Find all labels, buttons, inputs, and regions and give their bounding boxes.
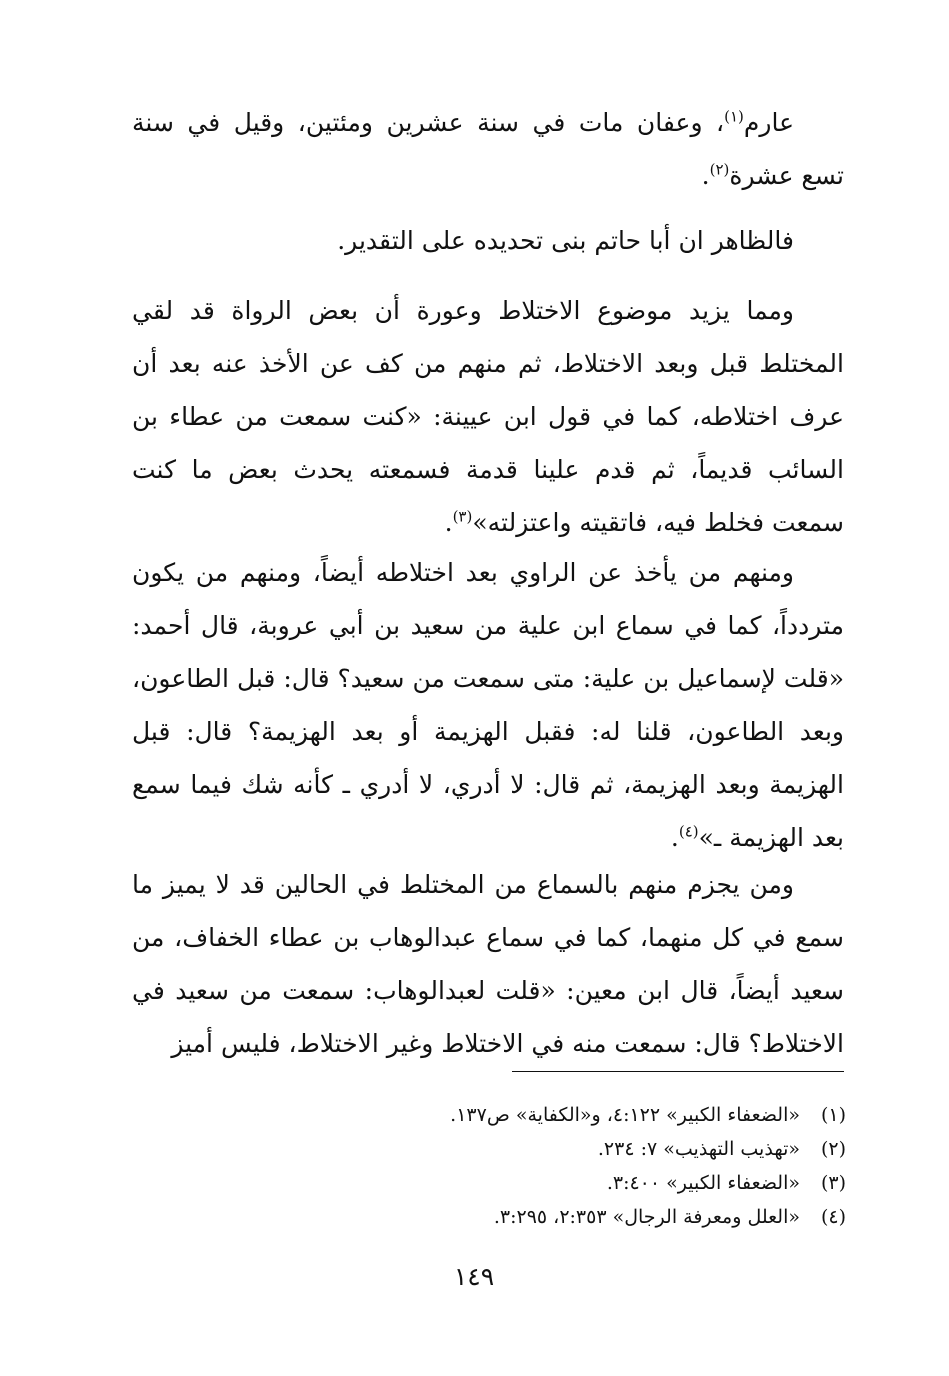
paragraph-text: عارم <box>743 108 794 137</box>
paragraph-text: ومما يزيد موضوع الاختلاط وعورة أن بعض الرواة قد لقي المختلط قبل وبعد الاختلاط، ثم منهم من كف عن الأخذ عنه بعد أن عرف اختلاطه، كما في قول ابن عيينة: «كنت سمعت من عطاء بن السائب قديماً، ثم قدم علينا قدمة فسمعته يحدث بعض ما كنت سمعت فخلط فيه، فاتقيته واعتزلته» <box>132 296 844 537</box>
footnote-item <box>380 1098 846 1132</box>
footnote-item <box>380 1132 846 1166</box>
paragraph-text: ومنهم من يأخذ عن الراوي بعد اختلاطه أيضاً، ومنهم من يكون متردداً، كما في سماع ابن علية من سعيد بن أبي عروبة، قال أحمد: «قلت لإسماعيل بن علية: متى سمعت من سعيد؟ قال: قبل الطاعون، وبعد الطاعون، قلنا له: فقبل الهزيمة أو بعد الهزيمة؟ قال: قبل الهزيمة وبعد الهزيمة، ثم قال: لا أدري، لا أدري ـ كأنه شك فيما سمع بعد الهزيمة ـ» <box>132 558 844 852</box>
paragraph-3 <box>132 284 844 549</box>
paragraph-end: . <box>444 508 453 537</box>
footnotes-section <box>380 1098 846 1234</box>
footnote-number: (٤) <box>820 1206 846 1228</box>
footnote-ref-3[interactable]: (٣) <box>452 507 473 526</box>
paragraph-end: . <box>701 161 710 190</box>
footnote-number: (٢) <box>820 1138 846 1160</box>
paragraph-text: فالظاهر ان أبا حاتم بنى تحديده على التقدير. <box>337 226 794 255</box>
footnote-text: «تهذيب التهذيب» ٧: ٢٣٤. <box>597 1138 800 1160</box>
footnote-item <box>380 1166 846 1200</box>
footnote-text: «العلل ومعرفة الرجال» ٢:٣٥٣، ٣:٢٩٥. <box>493 1206 800 1228</box>
paragraph-1 <box>132 96 844 202</box>
paragraph-2 <box>132 214 844 267</box>
paragraph-4 <box>132 546 844 864</box>
paragraph-end: . <box>670 823 679 852</box>
footnote-divider <box>512 1071 844 1072</box>
page-number: ١٤٩ <box>453 1262 495 1291</box>
footnote-ref-4[interactable]: (٤) <box>678 822 699 841</box>
footnote-item <box>380 1200 846 1234</box>
paragraph-text: ، وعفان مات في سنة عشرين ومئتين، وقيل في سنة تسع عشرة <box>132 108 844 190</box>
footnote-ref-2[interactable]: (٢) <box>709 160 730 179</box>
footnote-ref-1[interactable]: (١) <box>724 107 744 126</box>
footnote-text: «الضعفاء الكبير» ٤:١٢٢، و«الكفاية» ص١٣٧. <box>450 1104 800 1126</box>
paragraph-text: ومن يجزم منهم بالسماع من المختلط في الحالين قد لا يميز ما سمع في كل منهما، كما في سماع عبدالوهاب بن عطاء الخفاف، من سعيد أيضاً، قال ابن معين: «قلت لعبدالوهاب: سمعت من سعيد في الاختلاط؟ قال: سمعت منه في الاختلاط وغير الاختلاط، فليس أميز <box>132 870 844 1058</box>
footnote-text: «الضعفاء الكبير» ٣:٤٠٠. <box>606 1172 800 1194</box>
paragraph-5 <box>132 858 844 1070</box>
footnote-number: (٣) <box>820 1172 846 1194</box>
footnote-number: (١) <box>820 1104 846 1126</box>
